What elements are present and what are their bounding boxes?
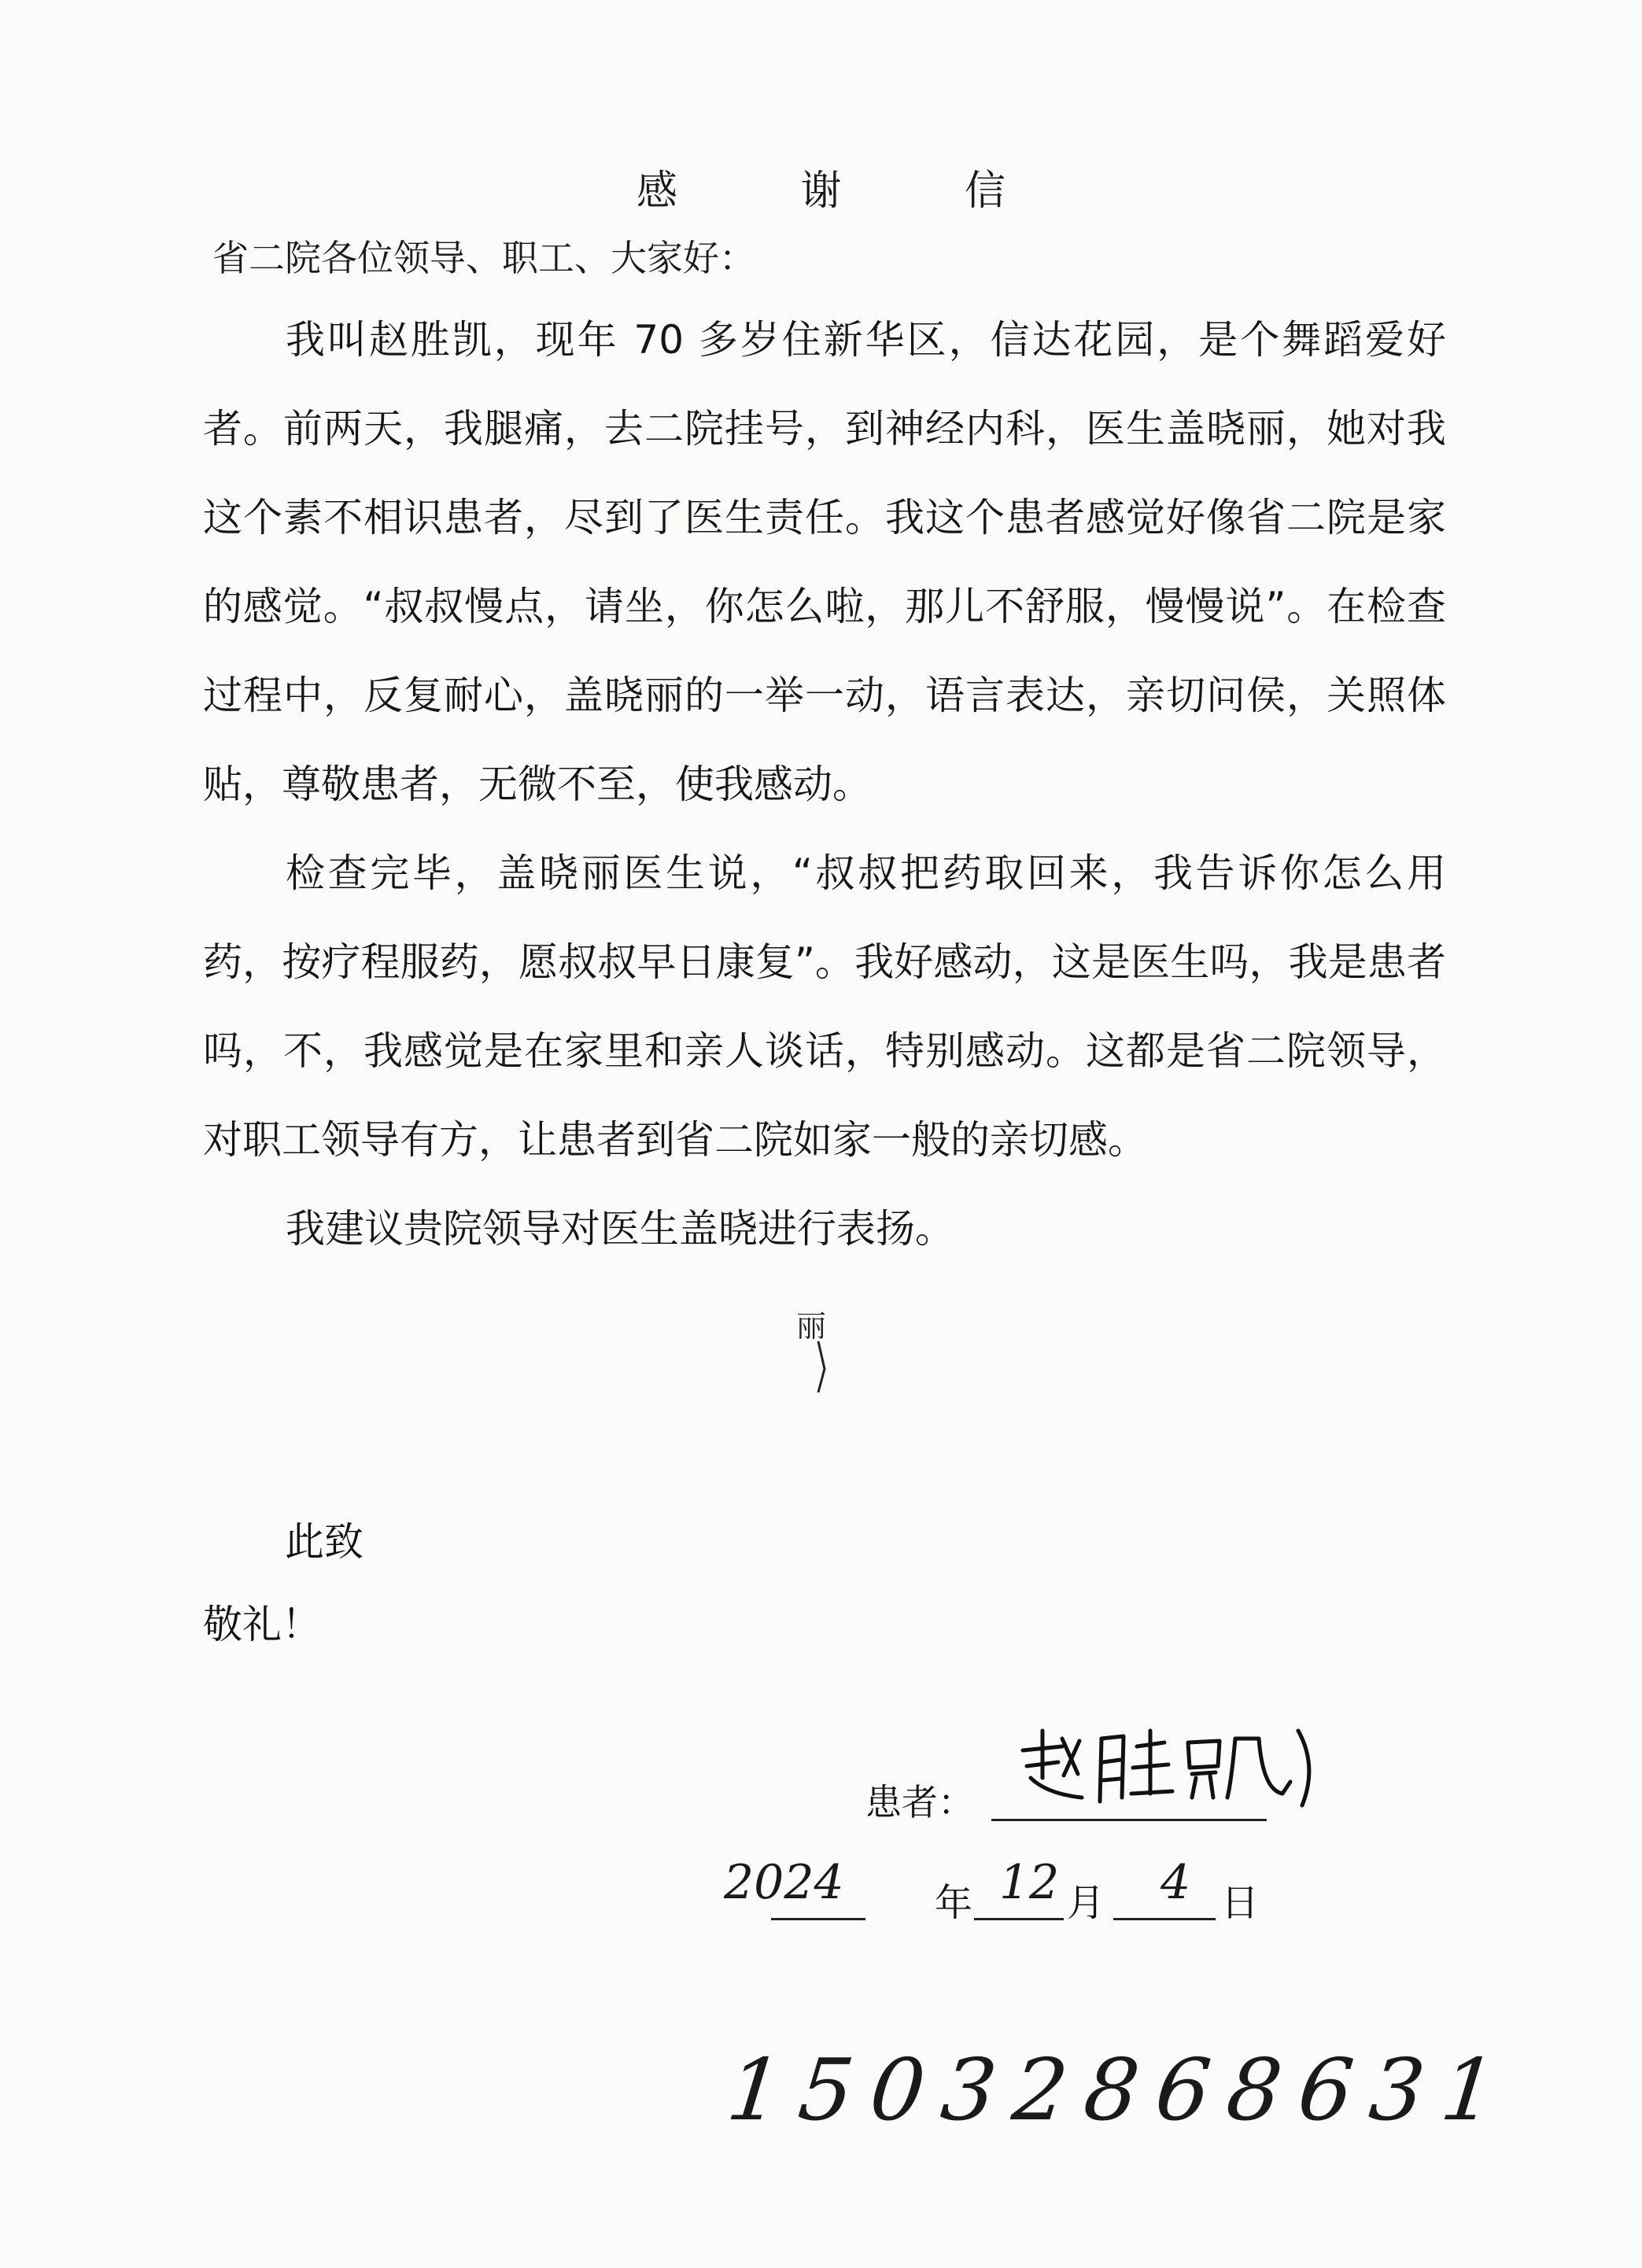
date-month: 12 [999,1855,1060,1910]
handwritten-signature [1007,1719,1322,1821]
date-year-unit: 年 [935,1881,973,1925]
date-day-unit: 日 [1221,1881,1260,1925]
phone-number: 15032868631 [722,2041,1518,2140]
inserted-correction: 丽 [796,1309,827,1344]
salutation: 省二院各位领导、职工、大家好： [212,237,755,279]
signature-date [724,1841,1322,1951]
insertion-caret-icon [795,1306,842,1392]
date-day: 4 [1160,1855,1191,1910]
closing-line-2: 敬礼！ [203,1602,321,1647]
letter-body [203,296,1446,1274]
paragraph-1: 我叫赵胜凯，现年 70 多岁住新华区，信达花园，是个舞蹈爱好者。前两天，我腿痛，去二院挂号，到神经内科，医生盖晓丽，她对我这个素不相识患者，尽到了医生责任。我这个患者感觉好像省二院是家的感觉。“叔叔慢点，请坐，你怎么啦，那儿不舒服，慢慢说”。在检查过程中，反复耐心，盖晓丽的一举一动，语言表达，亲切问侯，关照体贴，尊敬患者，无微不至，使我感动。 [203,317,1446,807]
letter-title: 感 谢 信 [636,168,1061,215]
paragraph-2: 检查完毕，盖晓丽医生说，“叔叔把药取回来，我告诉你怎么用药，按疗程服药，愿叔叔早日康复”。我好感动，这是医生吗，我是患者吗，不，我感觉是在家里和亲人谈话，特别感动。这都是省二院领导，对职工领导有方，让患者到省二院如家一般的亲切感。 [203,850,1446,1163]
patient-label: 患者： [865,1781,974,1824]
month-underline [974,1918,1064,1920]
date-year: 2024 [724,1855,844,1910]
closing-line-1: 此致 [285,1519,363,1565]
paragraph-3: 我建议贵院领导对医生盖晓进行表扬。 [286,1206,954,1252]
year-underline [771,1918,865,1920]
date-month-unit: 月 [1067,1881,1105,1925]
day-underline [1113,1918,1216,1920]
signature-underline [991,1819,1267,1821]
